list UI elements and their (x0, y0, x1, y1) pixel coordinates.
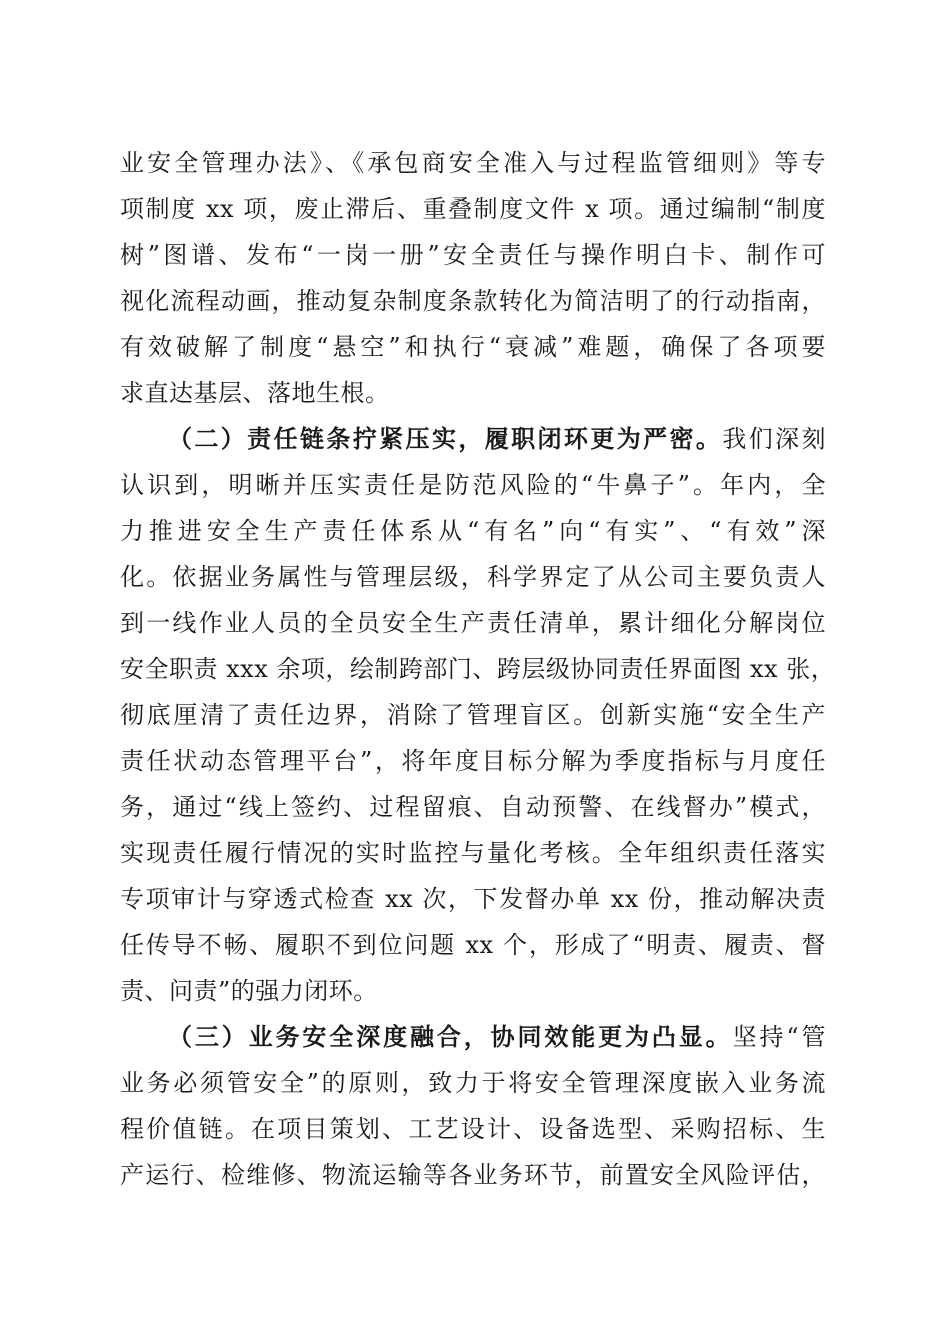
text-line: 产运行、检维修、物流运输等各业务环节，前置安全风险评估， (120, 1161, 826, 1189)
text-line: 安全职责 xxx 余项，绘制跨部门、跨层级协同责任界面图 xx 张， (120, 655, 836, 683)
text-line: 有效破解了制度“悬空”和执行“衰减”难题，确保了各项要 (120, 333, 826, 361)
text-line: 视化流程动画，推动复杂制度条款转化为简洁明了的行动指南， (120, 287, 826, 315)
text-line: 专项审计与穿透式检查 xx 次，下发督办单 xx 份，推动解决责 (120, 885, 826, 913)
text-line: 化。依据业务属性与管理层级，科学界定了从公司主要负责人 (120, 563, 826, 591)
section-heading: （二）责任链条拧紧压实，履职闭环更为严密。 (168, 424, 723, 453)
text-line: 树”图谱、发布“一岗一册”安全责任与操作明白卡、制作可 (120, 241, 826, 269)
text-line: 求直达基层、落地生根。 (120, 379, 390, 407)
text-line: 任传导不畅、履职不到位问题 xx 个，形成了“明责、履责、督 (120, 931, 826, 959)
text-line: 业务必须管安全”的原则，致力于将安全管理深度嵌入业务流 (120, 1069, 826, 1097)
text-line: 认识到，明晰并压实责任是防范风险的“牛鼻子”。年内，全 (120, 471, 826, 499)
text-line: 程价值链。在项目策划、工艺设计、设备选型、采购招标、生 (120, 1115, 826, 1143)
text-line: 责任状动态管理平台”，将年度目标分解为季度指标与月度任 (120, 747, 826, 775)
section-heading: （三）业务安全深度融合，协同效能更为凸显。 (168, 1022, 733, 1051)
document-body (120, 140, 836, 1198)
heading-line-rest: 我们深刻 (722, 425, 826, 453)
text-line: 项制度 xx 项，废止滞后、重叠制度文件 x 项。通过编制“制度 (120, 195, 826, 223)
paragraph-2 (120, 416, 836, 1014)
text-line: 业安全管理办法》、《承包商安全准入与过程监管细则》等专 (120, 149, 826, 177)
paragraph-first-line (120, 416, 826, 462)
text-line: 彻底厘清了责任边界，消除了管理盲区。创新实施“安全生产 (120, 701, 826, 729)
paragraph-first-line (120, 1014, 826, 1060)
text-line: 到一线作业人员的全员安全生产责任清单，累计细化分解岗位 (120, 609, 826, 637)
paragraph-1 (120, 140, 826, 416)
text-line: 力推进安全生产责任体系从“有名”向“有实”、“有效”深 (120, 517, 826, 545)
text-line: 务，通过“线上签约、过程留痕、自动预警、在线督办”模式， (120, 793, 826, 821)
text-line: 实现责任履行情况的实时监控与量化考核。全年组织责任落实 (120, 839, 826, 867)
heading-line-rest: 坚持“管 (732, 1023, 826, 1051)
text-line: 责、问责”的强力闭环。 (120, 977, 378, 1005)
paragraph-3 (120, 1014, 826, 1198)
